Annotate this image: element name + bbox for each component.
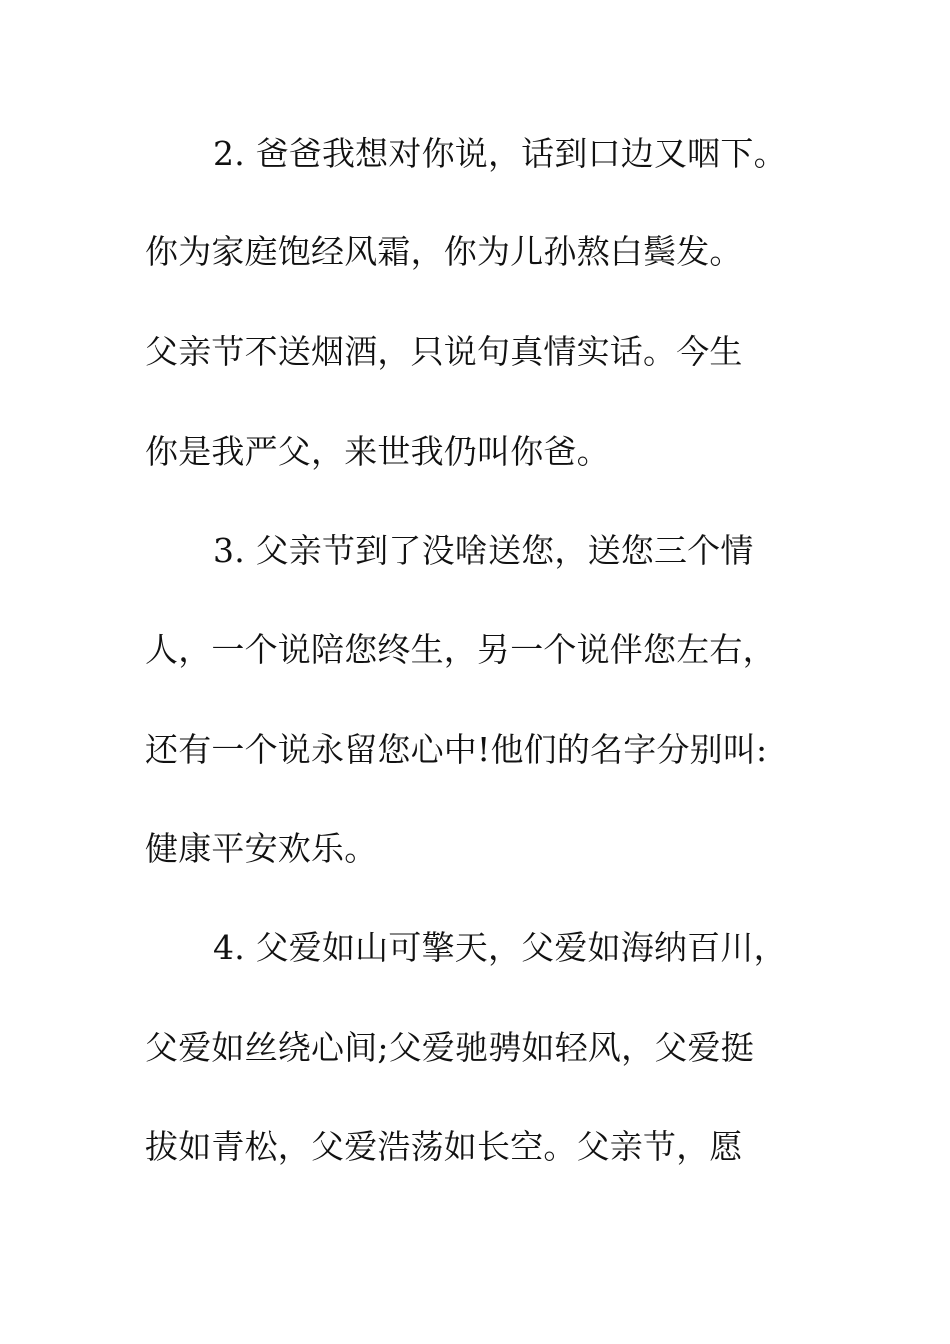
paragraph-2-line-4: 你是我严父，来世我仍叫你爸。 bbox=[145, 432, 610, 471]
paragraph-2-line-3: 父亲节不送烟酒，只说句真情实话。今生 bbox=[145, 332, 743, 371]
paragraph-2-line-2: 你为家庭饱经风霜，你为儿孙熬白鬓发。 bbox=[145, 232, 743, 271]
paragraph-4-line-3: 拔如青松，父爱浩荡如长空。父亲节，愿 bbox=[145, 1127, 743, 1166]
paragraph-2-line-1: 2. 爸爸我想对你说，话到口边又咽下。 bbox=[213, 134, 787, 173]
paragraph-3-line-2: 人，一个说陪您终生，另一个说伴您左右， bbox=[145, 630, 776, 669]
paragraph-4-line-1: 4. 父爱如山可擎天，父爱如海纳百川， bbox=[213, 928, 787, 967]
paragraph-3-line-3: 还有一个说永留您心中!他们的名字分别叫: bbox=[145, 730, 768, 769]
paragraph-3-line-1: 3. 父亲节到了没啥送您，送您三个情 bbox=[213, 531, 754, 570]
paragraph-3-line-4: 健康平安欢乐。 bbox=[145, 829, 378, 868]
paragraph-4-line-2: 父爱如丝绕心间;父爱驰骋如轻风，父爱挺 bbox=[145, 1028, 754, 1067]
